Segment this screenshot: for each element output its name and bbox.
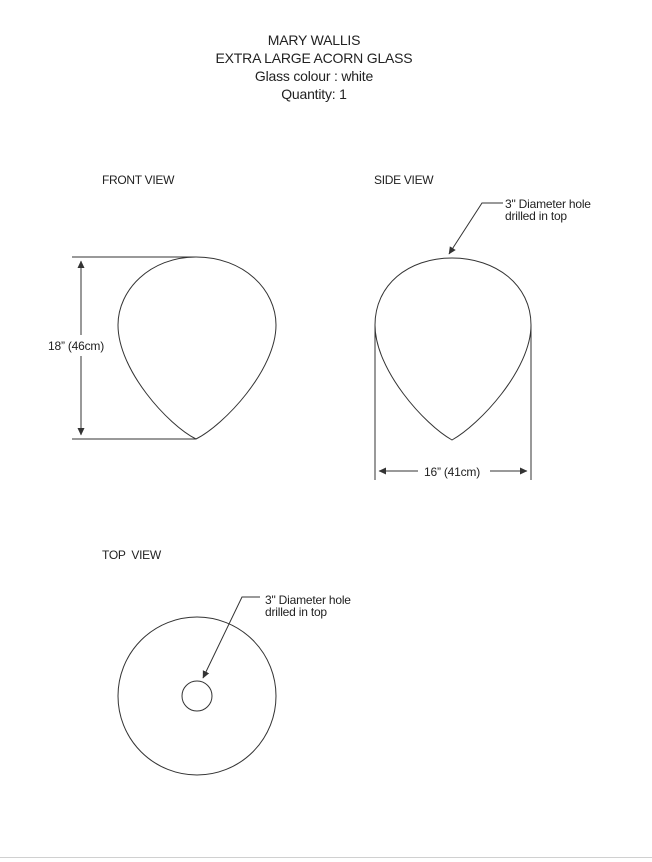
top-hole-note-line2: drilled in top — [265, 605, 327, 619]
side-hole-leader — [449, 203, 503, 254]
front-view-outline — [118, 257, 276, 439]
top-view-outline — [118, 617, 276, 775]
quantity: Quantity: 1 — [281, 86, 347, 102]
side-width-dimension — [375, 325, 531, 480]
side-hole-note-line1: 3" Diameter hole — [505, 197, 591, 211]
front-view-label: FRONT VIEW — [102, 173, 175, 187]
top-hole-leader — [203, 597, 260, 678]
top-view-hole — [182, 681, 212, 711]
top-hole-note — [265, 594, 351, 618]
side-hole-note-line2: drilled in top — [505, 209, 567, 223]
page-bottom-rule — [0, 857, 652, 858]
top-hole-note-line1: 3" Diameter hole — [265, 593, 351, 607]
top-view-label: TOP VIEW — [102, 548, 161, 562]
front-height-label: 18” (46cm) — [48, 339, 105, 353]
side-width-label: 16” (41cm) — [421, 465, 483, 479]
product-name: EXTRA LARGE ACORN GLASS — [215, 50, 413, 66]
side-view-outline — [375, 258, 531, 440]
side-view-label: SIDE VIEW — [374, 173, 434, 187]
glass-colour: Glass colour : white — [254, 68, 374, 84]
client-name: MARY WALLIS — [267, 32, 361, 48]
side-hole-note — [505, 198, 591, 222]
